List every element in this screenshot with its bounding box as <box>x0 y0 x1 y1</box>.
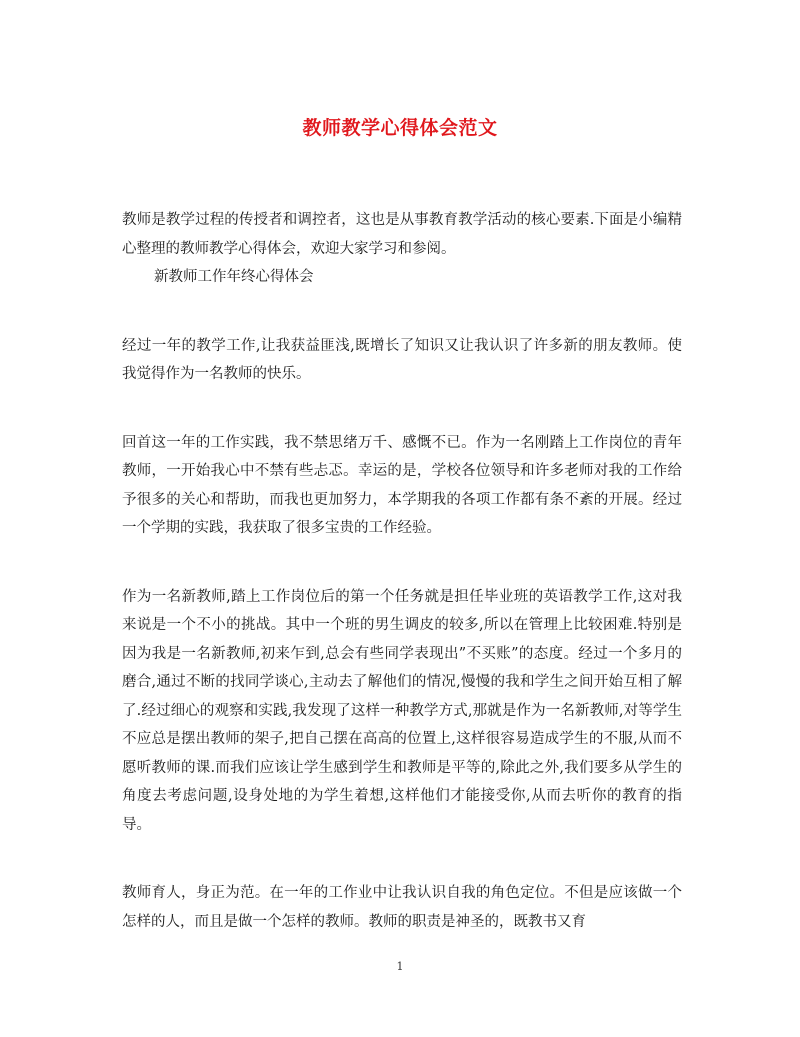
page-number: 1 <box>396 960 404 973</box>
body-paragraph: 教师育人，身正为范。在一年的工作业中让我认识自我的角色定位。不但是应该做一个怎样的人，而且是做一个怎样的教师。教师的职责是神圣的，既教书又育 <box>122 885 682 930</box>
document-title: 教师教学心得体会范文 <box>302 117 498 139</box>
paragraph-gap <box>122 543 682 583</box>
paragraph-gap <box>122 839 682 879</box>
paragraph-gap <box>122 389 682 429</box>
document-body <box>122 206 682 936</box>
section-subheading: 新教师工作年终心得体会 <box>154 269 314 285</box>
intro-paragraph: 教师是教学过程的传授者和调控者，这也是从事教育教学活动的核心要素.下面是小编精心整理的教师教学心得体会，欢迎大家学习和参阅。 <box>122 212 682 257</box>
body-paragraph: 作为一名新教师,踏上工作岗位后的第一个任务就是担任毕业班的英语教学工作,这对我来说是一个不小的挑战。其中一个班的男生调皮的较多,所以在管理上比较困难.特别是因为我是一名新教师,初来乍到,总会有些同学表现出”不买账”的态度。经过一个多月的磨合,通过不断的找同学谈心,主动去了解他们的情况,慢慢的我和学生之间开始互相了解了.经过细心的观察和实践,我发现了这样一种教学方式,那就是作为一名新教师,对等学生不应总是摆出教师的架子,把自己摆在高高的位置上,这样很容易造成学生的不服,从而不愿听教师的课.而我们应该让学生感到学生和教师是平等的,除此之外,我们要多从学生的角度去考虑问题,设身处地的为学生着想,这样他们才能接受你,从而去听你的教育的指导。 <box>122 588 682 833</box>
paragraph-gap <box>122 292 682 332</box>
body-paragraph: 经过一年的教学工作,让我获益匪浅,既增长了知识又让我认识了许多新的朋友教师。使我觉得作为一名教师的快乐。 <box>122 337 682 382</box>
body-paragraph: 回首这一年的工作实践，我不禁思绪万千、感慨不已。作为一名刚踏上工作岗位的青年教师，一开始我心中不禁有些忐忑。幸运的是，学校各位领导和许多老师对我的工作给予很多的关心和帮助，而我也更加努力，本学期我的各项工作都有条不紊的开展。经过一个学期的实践，我获取了很多宝贵的工作经验。 <box>122 434 682 536</box>
